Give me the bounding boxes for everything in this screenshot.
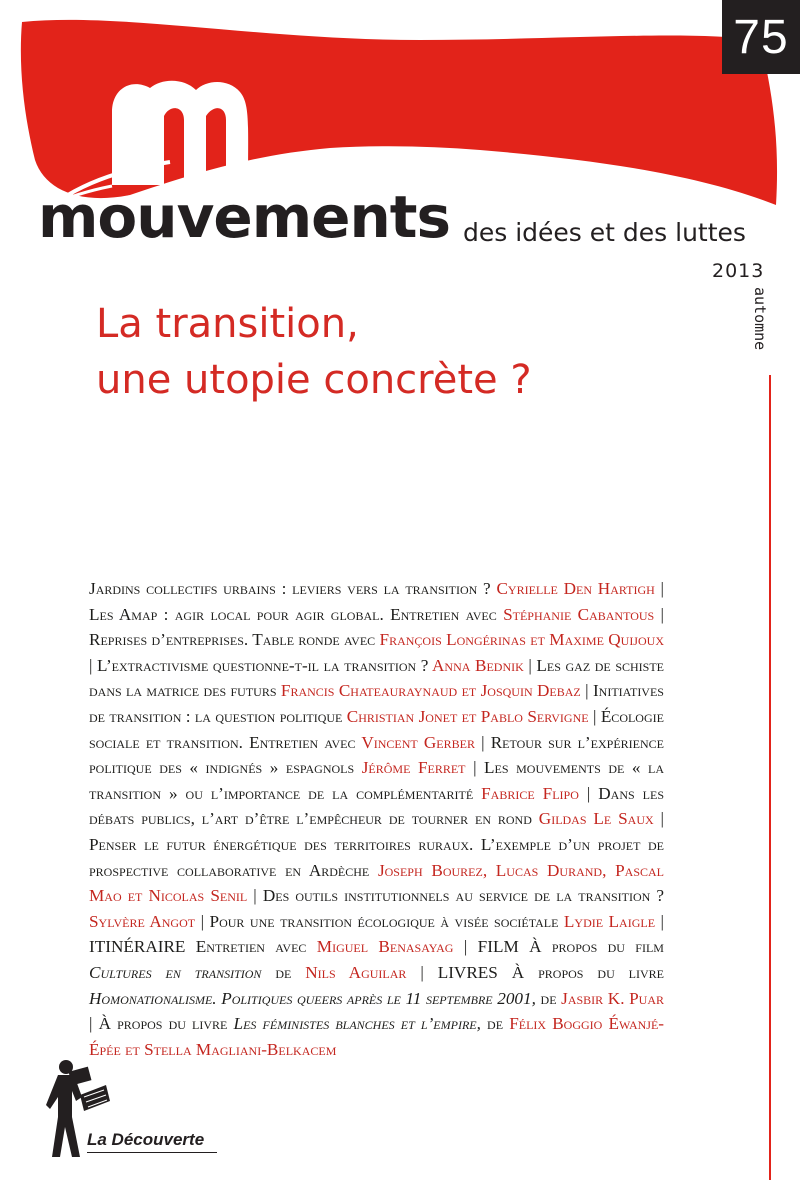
contents-author: Gildas Le Saux <box>538 809 654 829</box>
table-of-contents <box>89 576 664 1062</box>
contents-text: de <box>480 1014 510 1034</box>
contents-section: ITINÉRAIRE <box>89 937 186 957</box>
contents-author: François Longérinas et Maxime Quijoux <box>379 630 664 650</box>
issue-season: automne <box>751 287 769 351</box>
contents-text: | Initiatives de transition : la question politique <box>89 681 664 726</box>
contents-author: Miguel Benasayag <box>316 937 454 957</box>
journal-tagline: des idées et des luttes <box>463 218 746 247</box>
contents-text: | L’extractivisme questionne-t-il la transition ? <box>89 655 433 675</box>
issue-number: 75 <box>722 0 800 74</box>
contents-text: | Reprises d’entreprises. Table ronde avec <box>89 604 664 650</box>
contents-text: | Des outils institutionnels au service de la transition ? <box>247 886 665 906</box>
contents-work-title: Homonationalisme. Politiques queers après le 11 septembre 2001, <box>89 988 536 1008</box>
contents-text: | Penser le futur énergétique des territoires ruraux. L’exemple d’un projet de prospective collaborative en Ardèche <box>89 809 664 880</box>
contents-section: LIVRES <box>437 962 498 982</box>
contents-author: Jasbir K. Puar <box>561 988 664 1008</box>
contents-text: | <box>406 962 438 982</box>
contents-text: | Pour une transition écologique à visée sociétale <box>195 911 564 931</box>
contents-text: de <box>261 962 306 982</box>
contents-text: | <box>655 911 665 931</box>
red-vertical-rule <box>769 375 771 1180</box>
contents-author: Lydie Laigle <box>563 911 656 931</box>
contents-text: Jardins collectifs urbains : leviers vers la transition ? <box>89 579 497 598</box>
publisher-name: La Découverte <box>87 1130 205 1149</box>
contents-text: | Les gaz de schiste dans la matrice des futurs <box>89 655 665 701</box>
contents-author: Jérôme Ferret <box>361 758 466 778</box>
contents-work-title: Cultures en transition <box>89 962 262 982</box>
contents-text: | À propos du livre <box>89 1014 234 1034</box>
contents-section: FILM <box>477 937 519 957</box>
cover-title-line-2: une utopie concrète ? <box>96 357 532 403</box>
contents-author: Nils Aguilar <box>305 962 407 982</box>
contents-text: À propos du livre <box>497 962 664 982</box>
contents-text: | Dans les débats publics, l’art d’être l’empêcheur de tourner en rond <box>89 783 664 829</box>
cover-title-line-1: La transition, <box>96 301 359 347</box>
journal-name: mouvements <box>38 183 451 251</box>
publisher-underline <box>87 1152 217 1153</box>
contents-author: Stéphanie Cabantous <box>503 604 655 624</box>
contents-text: | Les mouvements de « la transition » ou l’importance de la complémentarité <box>89 758 665 803</box>
contents-author: Sylvère Angot <box>89 911 196 931</box>
contents-author: Félix Boggio Éwanjé-Épée et Stella Magliani-Belkacem <box>89 1014 664 1059</box>
contents-author: Francis Chateauraynaud et Josquin Debaz <box>280 681 581 701</box>
newspaper-seller-icon <box>46 1057 246 1167</box>
contents-author: Christian Jonet et Pablo Servigne <box>346 706 589 726</box>
contents-text: | Retour sur l’expérience politique des « indignés » espagnols <box>89 732 664 778</box>
contents-author: Anna Bednik <box>432 655 524 675</box>
issue-year: 2013 <box>712 260 765 282</box>
contents-text: | Écologie sociale et transition. Entretien avec <box>89 706 664 752</box>
contents-text: À propos du film <box>518 937 664 957</box>
contents-author: Cyrielle Den Hartigh <box>496 579 655 598</box>
contents-text: de <box>535 988 562 1008</box>
contents-author: Joseph Bourez, Lucas Durand, Pascal Mao et Nicolas Senil <box>89 860 664 906</box>
contents-text: | <box>453 937 478 957</box>
contents-text: | Les Amap : agir local pour agir global. Entretien avec <box>89 579 664 624</box>
contents-text: Entretien avec <box>185 937 317 957</box>
contents-author: Fabrice Flipo <box>481 783 579 803</box>
contents-author: Vincent Gerber <box>361 732 475 752</box>
contents-work-title: Les féministes blanches et l’empire, <box>233 1014 481 1034</box>
cover-title <box>96 296 532 408</box>
